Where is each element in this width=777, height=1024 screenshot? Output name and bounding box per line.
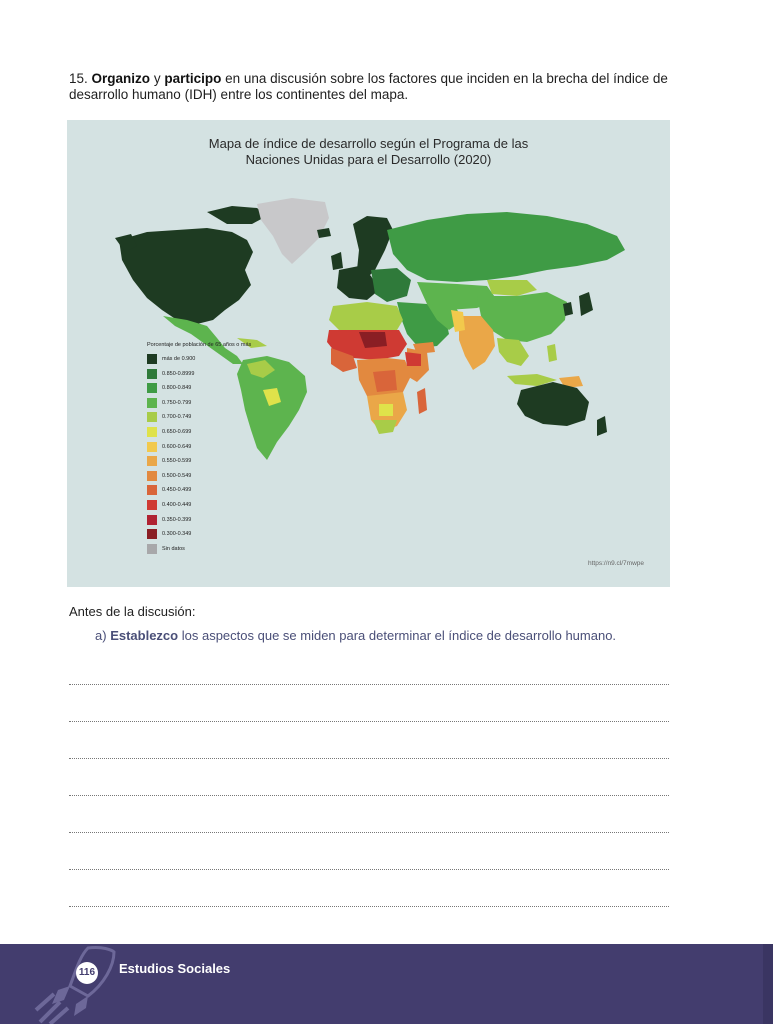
page-footer (0, 944, 777, 1024)
subject-title: Estudios Sociales (119, 961, 231, 976)
legend-label: Sin datos (162, 545, 185, 552)
legend-label: 0.700-0.749 (162, 414, 192, 421)
answer-line[interactable] (69, 721, 669, 722)
legend-item (147, 427, 267, 437)
legend-item (147, 515, 267, 525)
map-mongolia (487, 280, 537, 296)
question-verb-organizo: Organizo (91, 71, 151, 86)
legend-label: 0.850-0.8999 (162, 370, 195, 377)
legend-item (147, 529, 267, 539)
legend-swatch (147, 412, 157, 422)
before-discussion-label: Antes de la discusión: (69, 604, 196, 619)
legend-swatch (147, 500, 157, 510)
task-letter: a) (95, 628, 107, 643)
map-arctic-islands (207, 206, 267, 224)
legend-label: 0.350-0.399 (162, 516, 192, 523)
map-pakistan (451, 310, 465, 332)
legend-item (147, 398, 267, 408)
legend-swatch (147, 456, 157, 466)
map-title (67, 136, 670, 168)
legend-label: 0.600-0.649 (162, 443, 192, 450)
legend-item (147, 500, 267, 510)
legend-item (147, 544, 267, 554)
hdi-world-map (67, 120, 670, 587)
footer-edge-white (773, 944, 777, 1024)
question-number: 15. (69, 71, 88, 86)
map-source-url: https://n9.cl/7mwpe (588, 560, 644, 567)
legend-item (147, 471, 267, 481)
legend-swatch (147, 427, 157, 437)
legend-title: Porcentaje de población de 65 años o más (147, 342, 252, 348)
map-legend (147, 342, 267, 558)
legend-swatch (147, 354, 157, 364)
legend-swatch (147, 544, 157, 554)
answer-line[interactable] (69, 795, 669, 796)
map-new-zealand (597, 416, 607, 436)
legend-label: 0.400-0.449 (162, 501, 192, 508)
map-japan (579, 292, 593, 316)
answer-line[interactable] (69, 832, 669, 833)
question-text (69, 71, 669, 103)
legend-label: más de 0.900 (162, 356, 196, 362)
legend-label: 0.750-0.799 (162, 399, 192, 406)
legend-label: 0.550-0.599 (162, 458, 192, 465)
legend-item (147, 412, 267, 422)
legend-item (147, 485, 267, 495)
map-title-line1: Mapa de índice de desarrollo según el Programa de las (208, 136, 529, 151)
answer-line[interactable] (69, 869, 669, 870)
map-madagascar (417, 388, 427, 414)
map-ethiopia (405, 352, 421, 366)
page-number-badge: 116 (76, 962, 98, 984)
legend-swatch (147, 485, 157, 495)
legend-label: 0.650-0.699 (162, 428, 192, 435)
legend-item (147, 369, 267, 379)
answer-line[interactable] (69, 906, 669, 907)
answer-line[interactable] (69, 758, 669, 759)
legend-swatch (147, 383, 157, 393)
map-europe-east (371, 268, 411, 302)
question-conjunction: y (153, 71, 161, 86)
legend-swatch (147, 529, 157, 539)
legend-item (147, 354, 267, 364)
legend-swatch (147, 442, 157, 452)
map-title-line2: Naciones Unidas para el Desarrollo (2020) (245, 152, 492, 167)
legend-label: 0.800-0.849 (162, 385, 192, 392)
answer-line[interactable] (69, 684, 669, 685)
legend-item (147, 442, 267, 452)
legend-swatch (147, 515, 157, 525)
question-verb-participo: participo (164, 71, 222, 86)
legend-label: 0.450-0.499 (162, 487, 192, 494)
legend-swatch (147, 398, 157, 408)
legend-swatch (147, 471, 157, 481)
rocket-icon (30, 944, 120, 1024)
task-verb: Establezco (110, 628, 179, 643)
legend-label: 0.300-0.349 (162, 531, 192, 538)
map-drc (373, 370, 397, 392)
map-russia (387, 212, 625, 282)
task-rest: los aspectos que se miden para determinar el índice de desarrollo humano. (181, 628, 617, 643)
map-southeast-asia (497, 338, 529, 366)
legend-label: 0.500-0.549 (162, 472, 192, 479)
map-north-america (119, 228, 253, 324)
legend-item (147, 456, 267, 466)
legend-item (147, 383, 267, 393)
map-philippines (547, 344, 557, 362)
map-australia (517, 382, 589, 426)
map-uk (331, 252, 343, 270)
task-a (95, 628, 616, 643)
map-botswana (379, 404, 393, 416)
question-rest: en una discusión sobre los factores que inciden en la brecha del índice de desarrollo humano (IDH) entre los continentes del mapa. (69, 71, 668, 102)
map-south-africa (373, 420, 397, 434)
map-north-africa (329, 302, 403, 332)
legend-swatch (147, 369, 157, 379)
